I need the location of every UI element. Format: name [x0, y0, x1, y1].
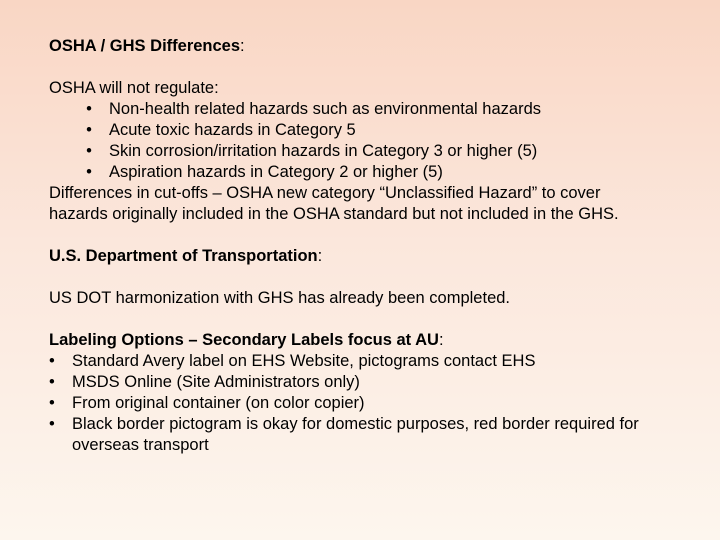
list-item-text: Black border pictogram is okay for domestic purposes, red border required for overseas transport: [72, 415, 639, 454]
spacer: [49, 57, 680, 78]
list-item: [49, 393, 680, 414]
spacer: [49, 267, 680, 288]
section3-heading: Labeling Options – Secondary Labels focus at AU: [49, 331, 439, 349]
list-item-text: Aspiration hazards in Category 2 or higher (5): [109, 163, 443, 181]
section2-heading-line: [49, 246, 680, 267]
bullet-icon: •: [49, 373, 55, 391]
section2-heading-colon: :: [317, 247, 323, 265]
list-item-text: Skin corrosion/irritation hazards in Category 3 or higher (5): [109, 142, 538, 160]
list-item: [49, 351, 680, 372]
bullet-icon: •: [86, 100, 92, 118]
list-item: [79, 141, 680, 162]
list-item-text: MSDS Online (Site Administrators only): [72, 373, 360, 391]
list-item: [79, 120, 680, 141]
section1-cutoffs-line1: Differences in cut-offs – OSHA new category “Unclassified Hazard” to cover: [49, 184, 601, 202]
list-item: [49, 414, 680, 456]
list-item-text: Standard Avery label on EHS Website, pictograms contact EHS: [72, 352, 536, 370]
section1-heading-line: [49, 36, 680, 57]
list-item-text: Non-health related hazards such as environmental hazards: [109, 100, 541, 118]
section2-text: US DOT harmonization with GHS has already been completed.: [49, 289, 511, 307]
section1-cutoffs-line2: hazards originally included in the OSHA standard but not included in the GHS.: [49, 205, 619, 223]
section1-bullet-list: [49, 99, 680, 183]
bullet-icon: •: [49, 352, 55, 370]
bullet-icon: •: [86, 142, 92, 160]
list-item: [79, 162, 680, 183]
bullet-icon: •: [86, 163, 92, 181]
spacer: [49, 309, 680, 330]
section1-heading-colon: :: [240, 37, 245, 55]
section2-heading: U.S. Department of Transportation: [49, 247, 318, 265]
section1-intro: OSHA will not regulate:: [49, 79, 219, 97]
list-item-text: Acute toxic hazards in Category 5: [109, 121, 356, 139]
list-item: [49, 372, 680, 393]
spacer: [49, 225, 680, 246]
list-item: [79, 99, 680, 120]
bullet-icon: •: [86, 121, 92, 139]
section3-heading-colon: :: [438, 331, 444, 349]
list-item-text: From original container (on color copier): [72, 394, 365, 412]
section3-heading-line: [49, 330, 680, 351]
section3-bullet-list: [49, 351, 680, 456]
section1-heading: OSHA / GHS Differences: [49, 37, 241, 55]
bullet-icon: •: [49, 394, 55, 412]
bullet-icon: •: [49, 415, 55, 433]
